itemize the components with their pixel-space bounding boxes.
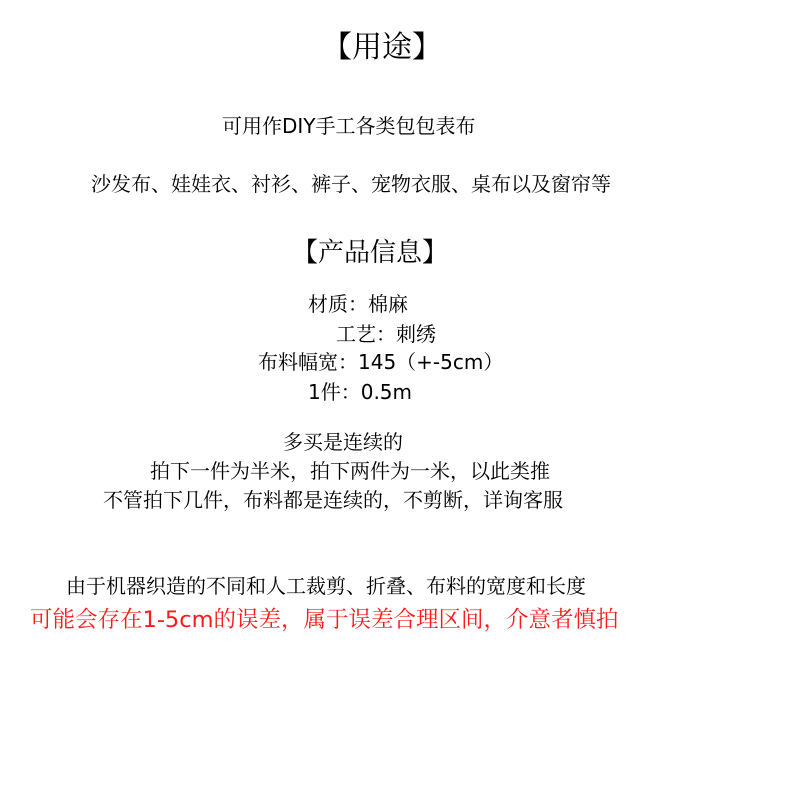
usage-line-1: 可用作DIY手工各类包包表布 bbox=[222, 114, 476, 138]
notice-line-1: 由于机器织造的不同和人工裁剪、折叠、布料的宽度和长度 bbox=[66, 574, 586, 598]
purchase-line-2: 拍下一件为半米，拍下两件为一米，以此类推 bbox=[150, 459, 550, 483]
fabric-width-text: 布料幅宽：145（+-5cm） bbox=[258, 350, 504, 374]
unit-length-text: 1件：0.5m bbox=[308, 380, 413, 404]
purchase-line-3: 不管拍下几件，布料都是连续的，不剪断，详询客服 bbox=[103, 488, 563, 512]
material-text: 材质：棉麻 bbox=[308, 292, 408, 316]
usage-line-2: 沙发布、娃娃衣、衬衫、裤子、宠物衣服、桌布以及窗帘等 bbox=[91, 172, 611, 196]
purchase-line-1: 多买是连续的 bbox=[283, 430, 403, 454]
product-info-heading: 【产品信息】 bbox=[292, 238, 449, 268]
usage-heading: 【用途】 bbox=[322, 30, 442, 65]
notice-warning-line: 可能会存在1-5cm的误差，属于误差合理区间，介意者慎拍 bbox=[30, 607, 619, 633]
craft-text: 工艺：刺绣 bbox=[336, 322, 436, 346]
